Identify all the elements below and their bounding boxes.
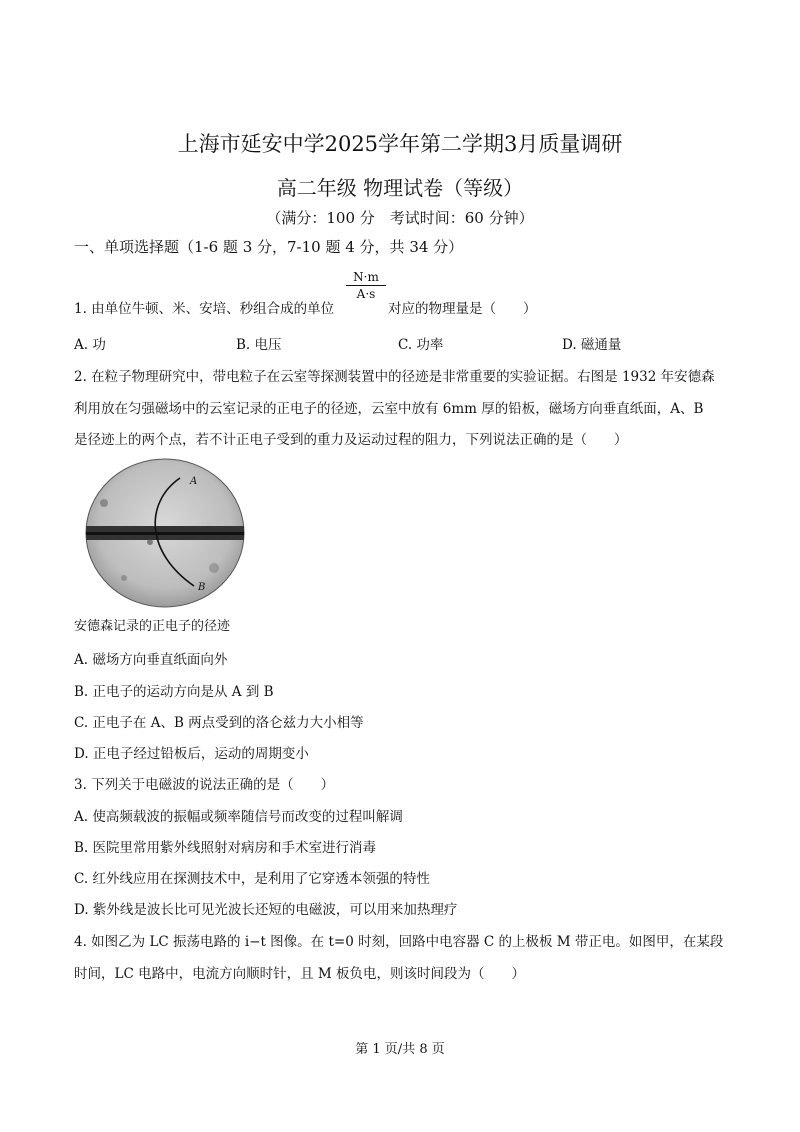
question-2-option-c: C. 正电子在 A、B 两点受到的洛仑兹力大小相等	[74, 715, 364, 731]
exam-info: （满分：100 分 考试时间：60 分钟）	[266, 209, 534, 227]
question-3-stem: 3. 下列关于电磁波的说法正确的是（ ）	[74, 777, 335, 793]
question-4-line-1: 4. 如图乙为 LC 振荡电路的 i−t 图像。在 t=0 时刻，回路中电容器 C 的上极板 M 带正电。如图甲，在某段	[74, 934, 724, 950]
exam-subtitle: 高二年级 物理试卷（等级）	[276, 176, 524, 200]
fraction-denominator: A·s	[356, 287, 376, 301]
unit-fraction	[346, 270, 386, 301]
cloud-chamber-figure	[84, 458, 246, 608]
question-3-option-d: D. 紫外线是波长比可见光波长还短的电磁波，可以用来加热理疗	[74, 902, 458, 918]
question-1-stem-before: 1. 由单位牛顿、米、安培、秒组合成的单位	[74, 301, 335, 317]
question-2-option-b: B. 正电子的运动方向是从 A 到 B	[74, 684, 274, 700]
figure-label-b: B	[198, 582, 206, 593]
question-1-option-a: A. 功	[74, 337, 106, 353]
question-2-line-1: 2. 在粒子物理研究中，带电粒子在云室等探测装置中的径迹是非常重要的实验证据。右图是 1932 年安德森	[74, 369, 715, 385]
question-3-option-a: A. 使高频载波的振幅或频率随信号而改变的过程叫解调	[74, 809, 403, 825]
question-2-line-2: 利用放在匀强磁场中的云室记录的正电子的径迹，云室中放有 6mm 厚的铅板，磁场方向垂直纸面，A、B	[74, 401, 704, 417]
question-2-option-d: D. 正电子经过铅板后，运动的周期变小	[74, 746, 309, 762]
question-2-option-a: A. 磁场方向垂直纸面向外	[74, 652, 228, 668]
question-3-option-b: B. 医院里常用紫外线照射对病房和手术室进行消毒	[74, 840, 377, 856]
fraction-numerator: N·m	[346, 270, 386, 286]
exam-title: 上海市延安中学2025学年第二学期3月质量调研	[177, 132, 623, 156]
question-4-line-2: 时间，LC 电路中，电流方向顺时针，且 M 板负电，则该时间段为（ ）	[74, 966, 525, 982]
question-1-stem-after: 对应的物理量是（ ）	[388, 301, 537, 317]
page-footer: 第 1 页/共 8 页	[355, 1042, 445, 1057]
question-1-option-b: B. 电压	[236, 337, 282, 353]
question-1-option-c: C. 功率	[398, 337, 444, 353]
section-heading: 一、单项选择题（1-6 题 3 分，7-10 题 4 分，共 34 分）	[74, 238, 464, 256]
question-1-option-d: D. 磁通量	[562, 337, 622, 353]
question-3-option-c: C. 红外线应用在探测技术中，是利用了它穿透本领强的特性	[74, 871, 430, 887]
question-2-line-3: 是径迹上的两个点，若不计正电子受到的重力及运动过程的阻力，下列说法正确的是（ ）	[74, 432, 628, 448]
figure-label-a: A	[190, 476, 198, 487]
figure-caption: 安德森记录的正电子的径迹	[74, 619, 231, 634]
